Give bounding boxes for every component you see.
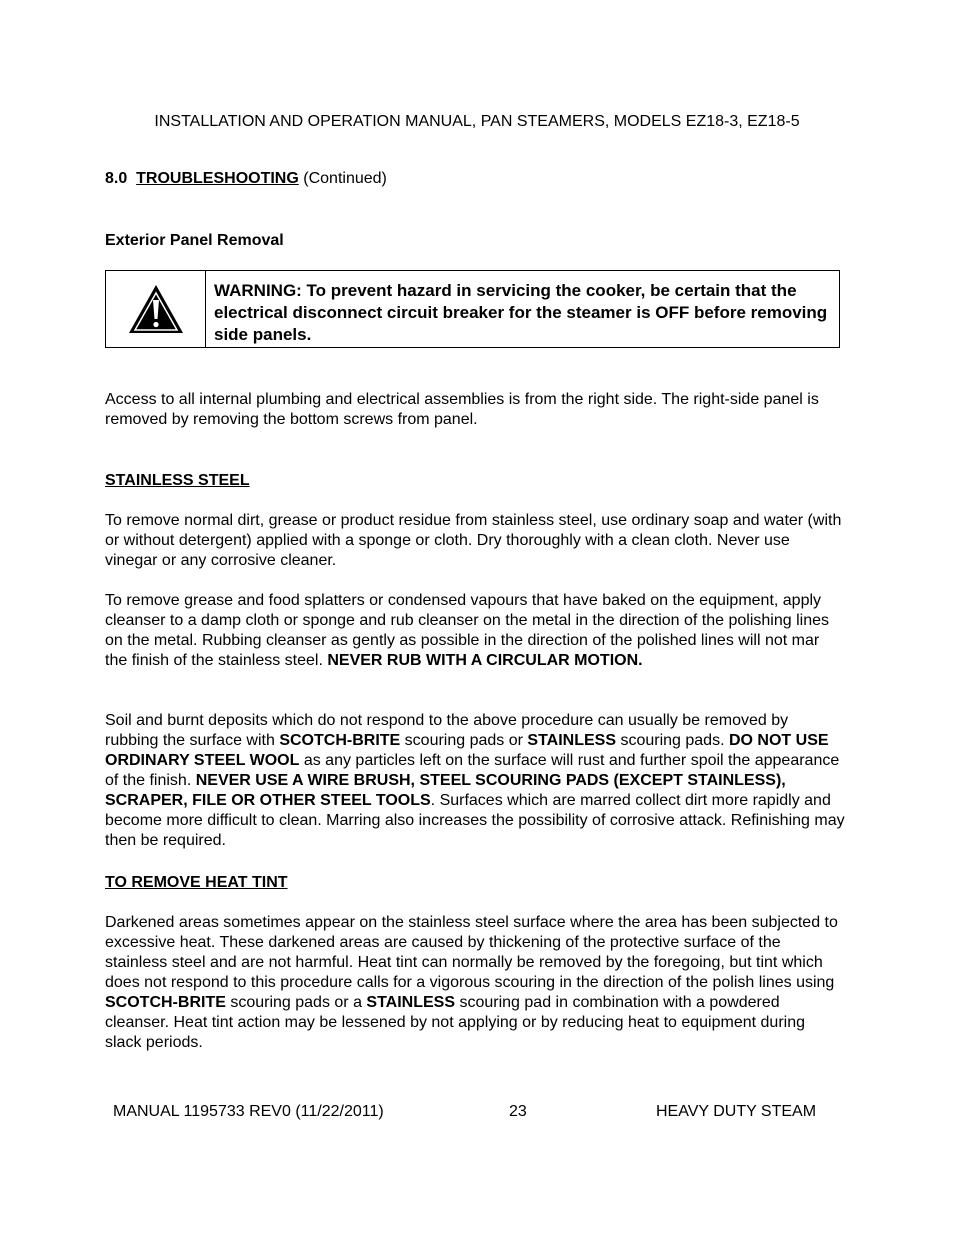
stainless-steel-heading: STAINLESS STEEL <box>105 472 250 489</box>
page-header <box>0 112 954 132</box>
stainless-para-3-b: SCOTCH-BRITE <box>279 732 401 749</box>
stainless-para-2 <box>105 591 845 671</box>
warning-text: WARNING: To prevent hazard in servicing the cooker, be certain that the electrical disconnect circuit breaker for the steamer is OFF before removing side panels. <box>214 281 828 344</box>
stainless-para-3-h: NEVER USE A WIRE BRUSH, STEEL SCOURING PADS (EXCEPT STAINLESS), SCRAPER, FILE OR OTHER STEEL TOOLS <box>105 772 786 809</box>
section-title <box>105 169 387 189</box>
stainless-para-3-c: scouring pads or <box>400 732 528 749</box>
exterior-panel-body: Access to all internal plumbing and electrical assemblies is from the right side. The right-side panel is removed by removing the bottom screws from panel. <box>105 391 819 428</box>
stainless-para-3-g: as any particles left on the surface will rust and further spoil the appearance of the finish. <box>105 752 840 789</box>
stainless-para-2-bold: NEVER RUB WITH A CIRCULAR MOTION. <box>327 652 643 669</box>
stainless-para-3-i: . Surfaces which are marred collect dirt more rapidly and become more difficult to clean. Marring also increases the possibility of corrosive attack. Refinishing may then be required. <box>105 792 845 849</box>
header-title: INSTALLATION AND OPERATION MANUAL, PAN STEAMERS, MODELS EZ18-3, EZ18-5 <box>154 113 800 130</box>
section-suffix: (Continued) <box>303 170 387 187</box>
warning-box <box>105 270 840 348</box>
stainless-para-2-text: To remove grease and food splatters or condensed vapours that have baked on the equipment, apply cleanser to a damp cloth or sponge and rub cleanser on the metal in the direction of the polishing lines on the metal. Rubbing cleanser as gently as possible in the direction of the polished lines will not mar the finish of the stainless steel. <box>105 592 829 669</box>
section-number: 8.0 <box>105 170 128 187</box>
stainless-para-3-e: scouring pads. <box>616 732 729 749</box>
stainless-para-3-f: DO NOT USE ORDINARY STEEL WOOL <box>105 732 829 769</box>
footer-page-number: 23 <box>509 1103 527 1120</box>
heat-tint-heading: TO REMOVE HEAT TINT <box>105 874 288 891</box>
warning-icon-cell <box>106 271 206 347</box>
warning-triangle-icon <box>127 283 185 335</box>
heat-tint-a: Darkened areas sometimes appear on the stainless steel surface where the area has been subjected to excessive heat. These darkened areas are caused by thickening of the protective surface of the stainless steel and are not harmful. Heat tint can normally be removed by the foregoing, but tint which does not respond to this procedure calls for a vigorous scouring in the direction of the polish lines using <box>105 914 838 991</box>
stainless-para-3 <box>105 711 845 851</box>
stainless-para-3-a: Soil and burnt deposits which do not respond to the above procedure can usually be removed by rubbing the surface with <box>105 712 789 749</box>
heat-tint-e: scouring pad in combination with a powdered cleanser. Heat tint action may be lessened by not applying or by reducing heat to equipment during slack periods. <box>105 994 805 1051</box>
heat-tint-c: scouring pads or a <box>225 994 367 1011</box>
section-name: TROUBLESHOOTING <box>136 170 299 187</box>
footer-brand: HEAVY DUTY STEAM <box>656 1103 817 1120</box>
heat-tint-d: STAINLESS <box>366 994 456 1011</box>
stainless-para-1: To remove normal dirt, grease or product residue from stainless steel, use ordinary soap and water (with or without detergent) applied with a sponge or cloth. Dry thoroughly with a clean cloth. Never use vinegar or any corrosive cleaner. <box>105 512 842 569</box>
exterior-panel-heading: Exterior Panel Removal <box>105 232 284 249</box>
stainless-para-3-d: STAINLESS <box>527 732 617 749</box>
footer-manual: MANUAL 1195733 REV0 (11/22/2011) <box>113 1103 384 1120</box>
heat-tint-b: SCOTCH-BRITE <box>105 994 226 1011</box>
heat-tint-para <box>105 913 845 1053</box>
